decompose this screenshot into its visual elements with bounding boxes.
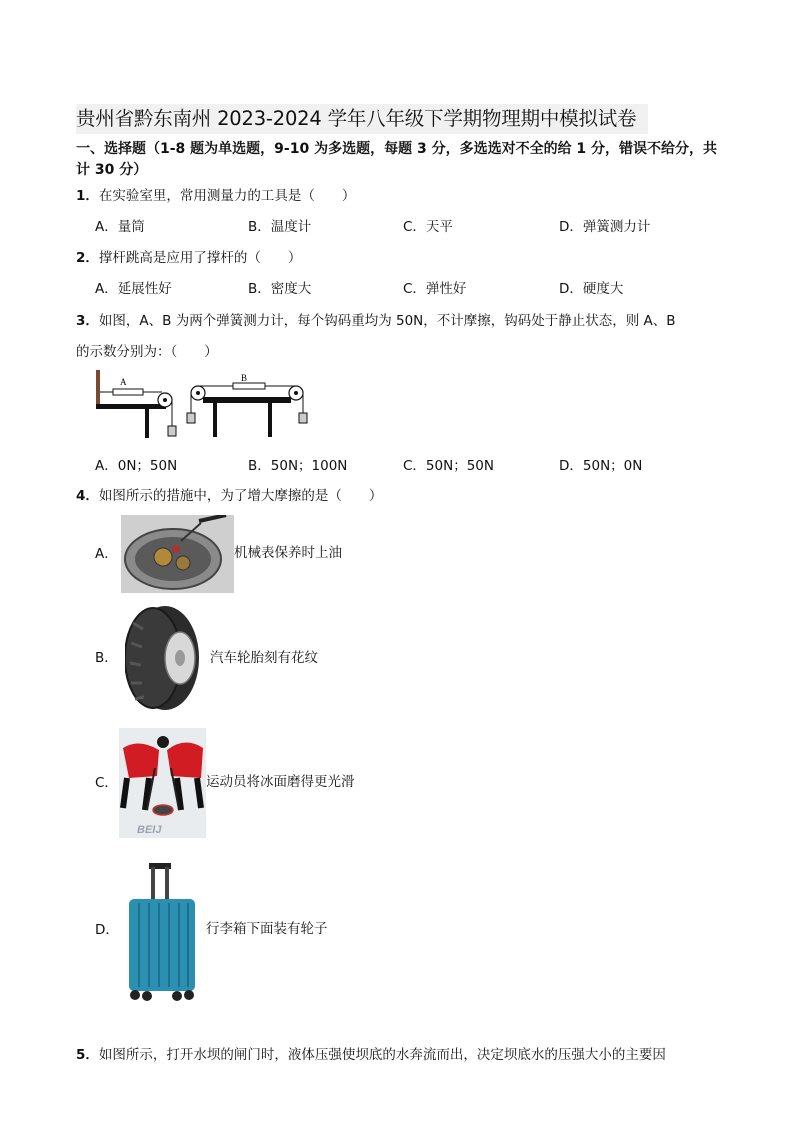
question-3-line2: 的示数分别为：（ ） [76, 344, 218, 360]
right-table-top [203, 397, 291, 403]
tire-image [125, 603, 201, 713]
q2-option-a: A．延展性好 [95, 281, 172, 297]
wheel [142, 991, 152, 1001]
hub [175, 650, 185, 666]
hook-weight [187, 413, 195, 423]
question-2 [76, 248, 722, 268]
q4-option-a-text: 机械表保养时上油 [234, 545, 342, 561]
q4-option-b-text: 汽车轮胎刻有花纹 [210, 650, 318, 666]
question-4 [76, 486, 722, 506]
curling-stone [153, 805, 173, 815]
right-table-leg [213, 403, 217, 437]
left-table-top [96, 404, 166, 409]
label-a: A [120, 377, 127, 387]
q4-option-a-letter: A． [95, 546, 118, 562]
wheel [184, 990, 194, 1000]
gear [176, 556, 190, 570]
question-3 [76, 311, 722, 331]
question-number: 4． [76, 488, 99, 504]
wheel [130, 990, 140, 1000]
question-number: 5． [76, 1047, 99, 1063]
athlete-head [157, 736, 169, 748]
pulley-axle [196, 391, 200, 395]
wheel [172, 991, 182, 1001]
question-5 [76, 1045, 722, 1065]
ice-logo-text: BEIJ [137, 824, 162, 836]
section-heading: 一、选择题（1-8 题为单选题，9-10 为多选题，每题 3 分，多选选对不全的给 1 分，错误不给分，共计 30 分） [76, 141, 718, 178]
q2-option-b: B．密度大 [248, 281, 312, 297]
q4-option-c-text: 运动员将冰面磨得更光滑 [206, 774, 355, 790]
question-stem: 撑杆跳高是应用了撑杆的（ ） [98, 250, 302, 266]
pulley-axle [294, 391, 298, 395]
hook-weight [299, 413, 307, 423]
q4-option-d-text: 行李箱下面装有轮子 [206, 921, 328, 937]
watch-image [121, 515, 234, 593]
wall [96, 370, 100, 408]
q3-option-c: C．50N；50N [403, 458, 494, 474]
right-table-leg [268, 403, 272, 437]
question-number: 3． [76, 313, 99, 329]
question-stem: 如图所示的措施中，为了增大摩擦的是（ ） [98, 488, 383, 504]
question-stem: 如图所示，打开水坝的闸门时，液体压强使坝底的水奔流而出，决定坝底水的压强大小的主要因 [98, 1047, 666, 1063]
q2-option-d: D．硬度大 [559, 281, 624, 297]
question-1 [76, 186, 722, 206]
question-stem: 如图，A、B 为两个弹簧测力计，每个钩码重均为 50N，不计摩擦，钩码处于静止状态，则 A、B [98, 313, 676, 329]
q3-option-b: B．50N；100N [248, 458, 348, 474]
question-number: 2． [76, 250, 99, 266]
suitcase-image [125, 861, 200, 1003]
q4-option-b-letter: B． [95, 650, 118, 666]
q4-option-d-letter: D． [95, 922, 119, 938]
left-table-leg [145, 408, 149, 438]
curling-image [119, 728, 206, 838]
q1-option-a: A．量筒 [95, 219, 145, 235]
pulley-axle [163, 398, 167, 402]
spring-scale-b [233, 383, 265, 389]
q3-option-a: A．0N；50N [95, 458, 178, 474]
q3-option-d: D．50N；0N [559, 458, 643, 474]
hook-weight [168, 426, 176, 436]
handle-bar [151, 867, 155, 901]
spring-scale-a [113, 389, 143, 395]
question-stem: 在实验室里，常用测量力的工具是（ ） [98, 188, 356, 204]
q1-option-d: D．弹簧测力计 [559, 219, 651, 235]
q1-option-c: C．天平 [403, 219, 453, 235]
page-title: 贵州省黔东南州 2023-2024 学年八年级下学期物理期中模拟试卷 [76, 104, 648, 134]
spring-scale-figure [93, 368, 308, 440]
q2-option-c: C．弹性好 [403, 281, 467, 297]
question-number: 1． [76, 188, 99, 204]
label-b: B [241, 373, 248, 383]
jewel [172, 545, 180, 553]
watch-movement [135, 537, 211, 581]
q4-option-c-letter: C． [95, 775, 118, 791]
handle-bar [165, 867, 169, 901]
q1-option-b: B．温度计 [248, 219, 312, 235]
gear [154, 548, 172, 566]
